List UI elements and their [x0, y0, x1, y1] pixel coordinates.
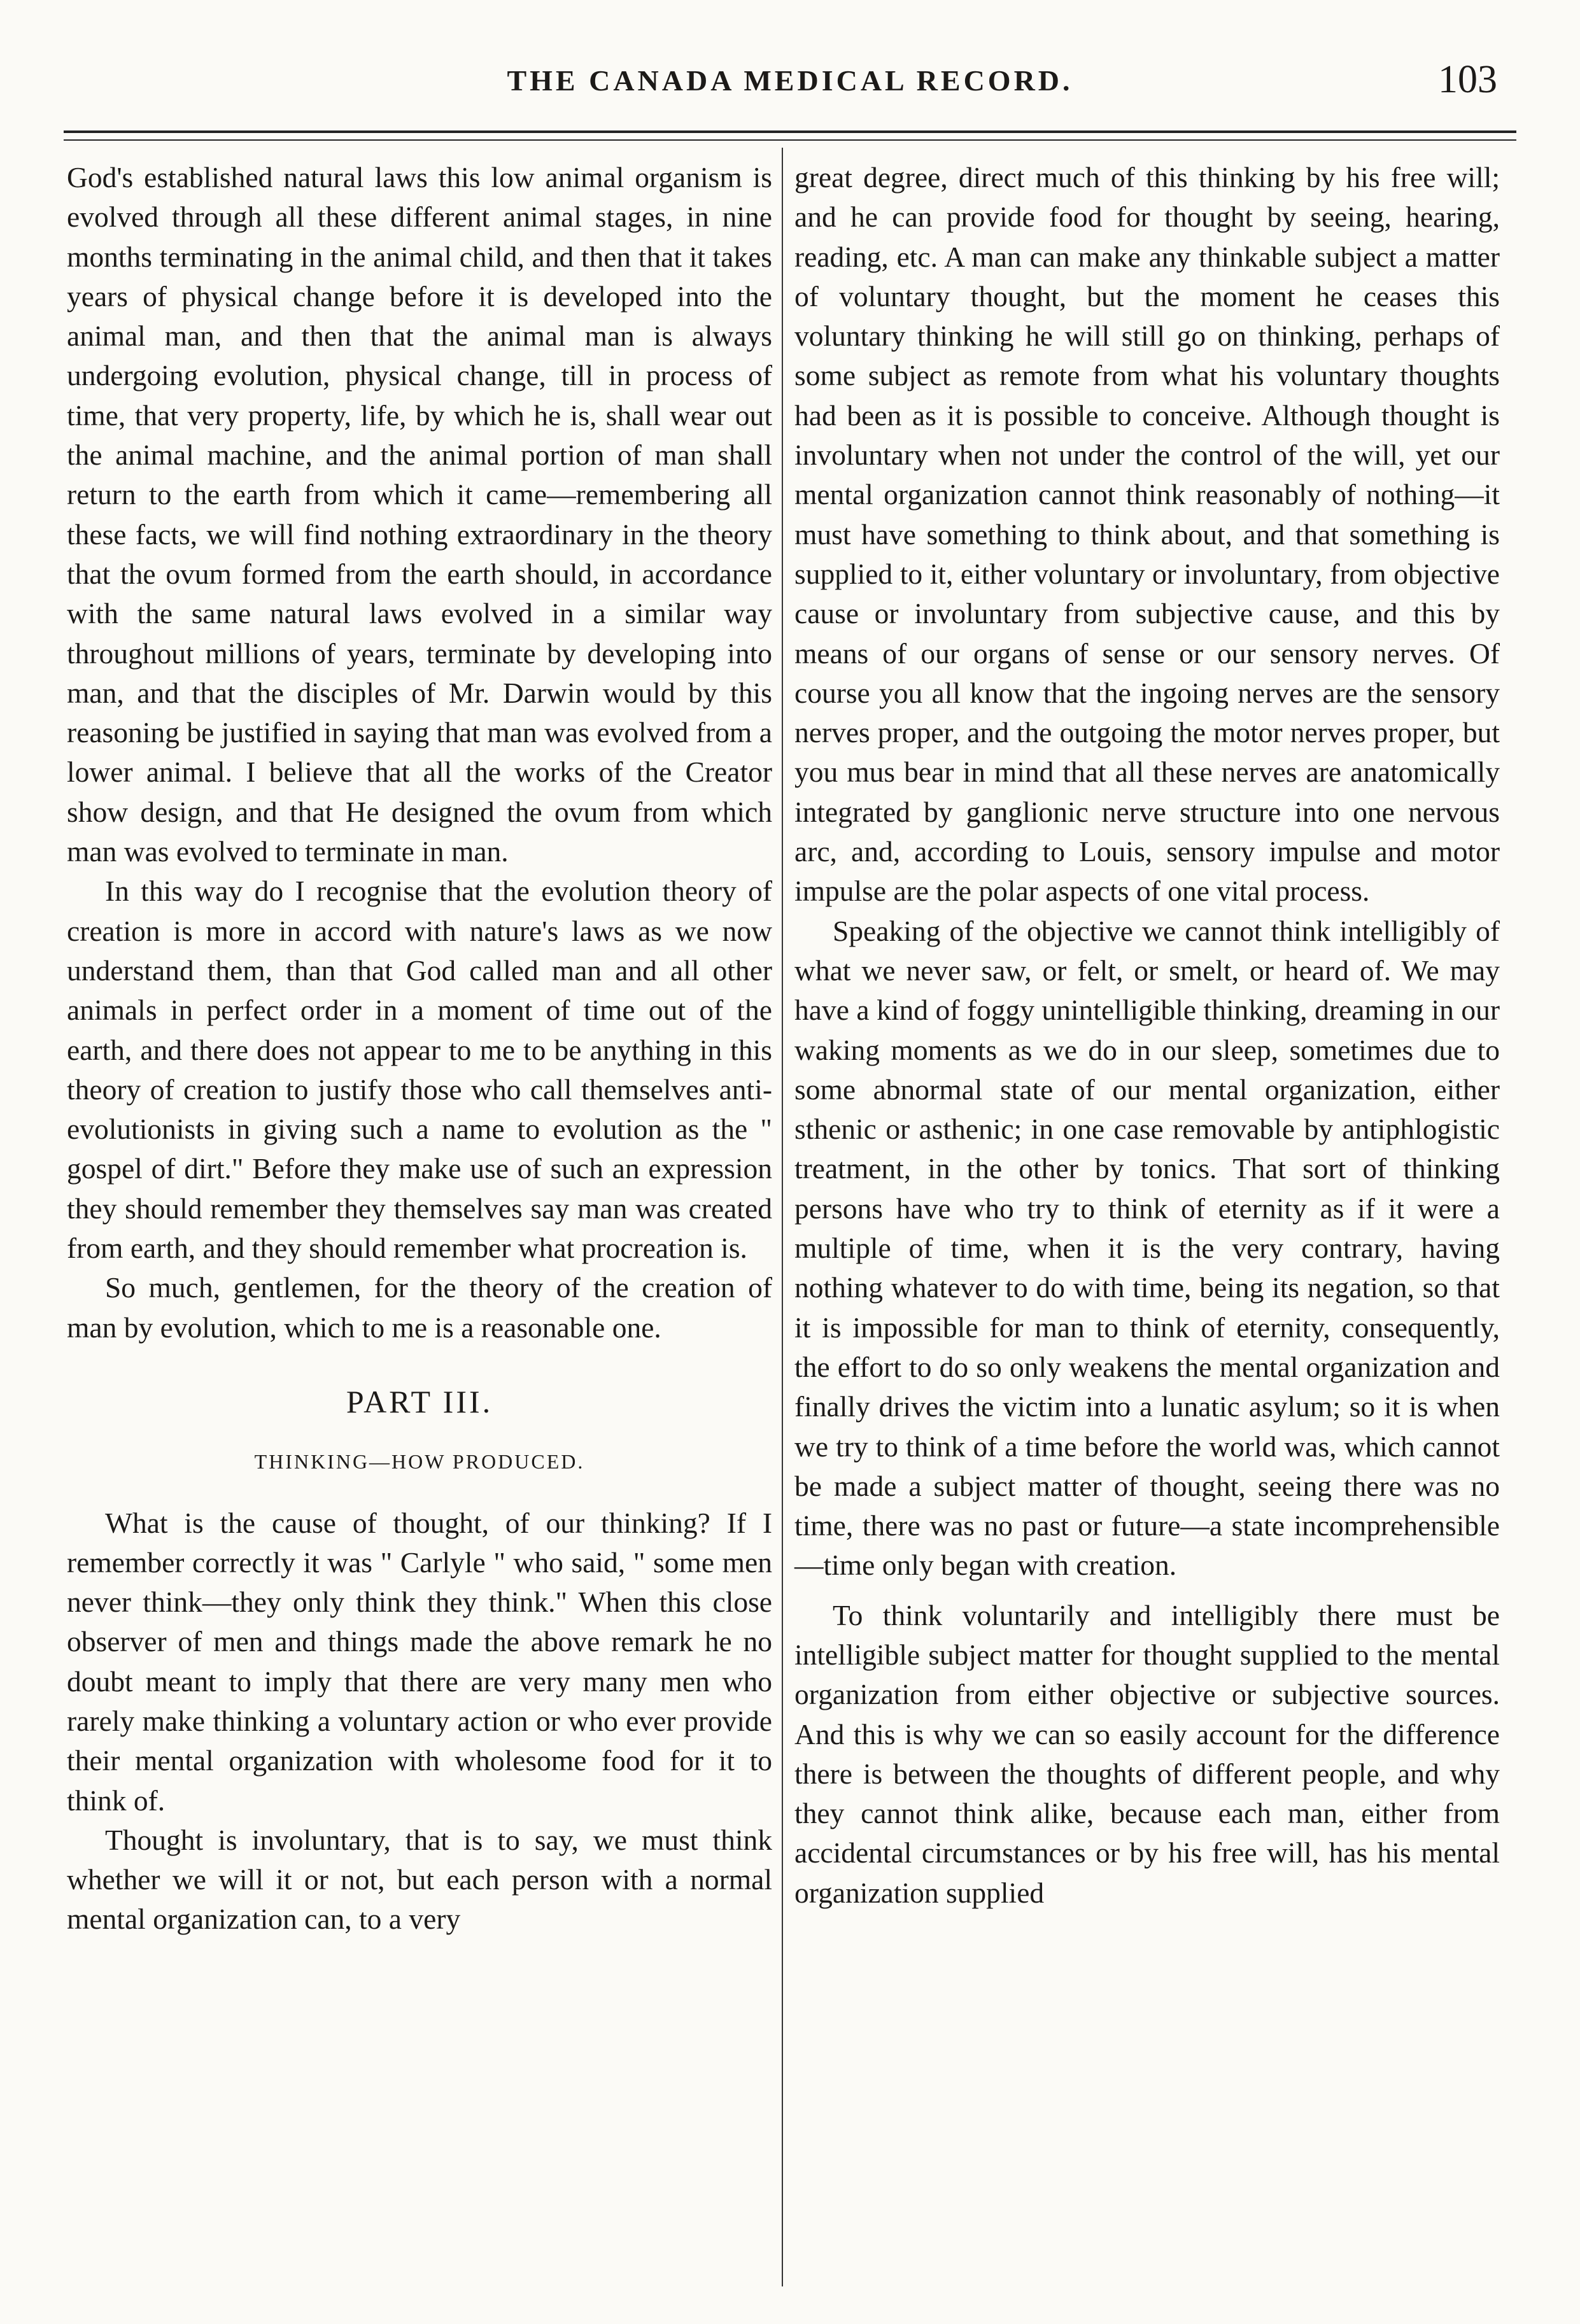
paragraph: God's established natural laws this low animal organism is evolved through all these different animal stages, in nine months terminating in the animal child, and then that it takes years of physical change before it is developed into the animal man, and then that the animal man is always undergoing evolution, physical change, till in process of time, that very property, life, by which he is, shall wear out the animal machine, and the animal portion of man shall return to the earth from which it came—remembering all these facts, we will find nothing extraordinary in the theory that the ovum formed from the earth should, in accordance with the same natural laws evolved in a similar way throughout millions of years, terminate by developing into man, and that the disciples of Mr. Darwin would by this reasoning be justified in saying that man was evolved from a lower animal. I believe that all the works of the Creator show design, and that He designed the ovum from which man was evolved to terminate in man.	[67, 161, 772, 868]
column-divider	[782, 148, 783, 2286]
part-heading: PART III.	[346, 1383, 493, 1419]
paragraph: So much, gentlemen, for the theory of the creation of man by evolution, which to me is a reasonable one.	[67, 1271, 772, 1344]
right-column	[794, 158, 1500, 2303]
section-heading: THINKING—HOW PRODUCED.	[254, 1450, 585, 1474]
header-rule	[64, 130, 1516, 141]
running-title: THE CANADA MEDICAL RECORD.	[507, 64, 1073, 97]
page-number: 103	[1438, 58, 1497, 101]
paragraph-gap	[794, 1586, 1500, 1596]
paragraph: great degree, direct much of this thinking by his free will; and he can provide food for thought by seeing, hearing, reading, etc. A man can make any thinkable subject a matter of voluntary thought, but the moment he ceases this voluntary thinking he will still go on thinking, perhaps of some subject as remote from what his voluntary thoughts had been as it is possible to conceive. Although thought is involuntary when not under the control of the will, yet our mental organization cannot think reasonably of nothing—it must have something to think about, and that something is supplied to it, either voluntary or involuntary, from objective cause or involuntary from subjective cause, and this by means of our organs of sense or our sensory nerves. Of course you all know that the ingoing nerves are the sensory nerves proper, and the outgoing the motor nerves proper, but you mus bear in mind that all these nerves are anatomically integrated by ganglionic nerve structure into one nervous arc, and, according to Louis, sensory impulse and motor impulse are the polar aspects of one vital process.	[794, 161, 1500, 908]
paragraph: Thought is involuntary, that is to say, we must think whether we will it or not, but each person with a normal mental organization can, to a very	[67, 1823, 772, 1936]
page-header	[0, 57, 1580, 108]
paragraph: What is the cause of thought, of our thinking? If I remember correctly it was " Carlyle " who said, " some men never think—they only think they think." When this close observer of men and things made the above remark he no doubt meant to imply that there are very many men who rarely make thinking a voluntary action or who ever provide their mental organization with wholesome food for it to think of.	[67, 1506, 772, 1817]
paragraph: In this way do I recognise that the evolution theory of creation is more in accord with nature's laws as we now understand them, than that God called man and all other animals in perfect order in a moment of time out of the earth, and there does not appear to me to be anything in this theory of creation to justify those who call themselves anti-evolutionists in giving such a name to evolution as the " gospel of dirt." Before they make use of such an expression they should remember they themselves say man was created from earth, and they should remember what procreation is.	[67, 875, 772, 1265]
paragraph: To think voluntarily and intelligibly there must be intelligible subject matter for thought supplied to the mental organization from either objective or subjective sources. And this is why we can so easily account for the difference there is between the thoughts of different people, and why they cannot think alike, because each man, either from accidental circumstances or by his free will, has his mental organization supplied	[794, 1598, 1500, 1909]
left-column	[67, 158, 772, 2303]
paragraph: Speaking of the objective we cannot think intelligibly of what we never saw, or felt, or smelt, or heard of. We may have a kind of foggy unintelligible thinking, dreaming in our waking moments as we do in our sleep, sometimes due to some abnormal state of our mental organization, either sthenic or asthenic; in one case removable by antiphlogistic treatment, in the other by tonics. That sort of thinking persons have who try to think of eternity as if it were a multiple of time, when it is the very contrary, having nothing whatever to do with time, being its negation, so that it is impossible for man to think of eternity, consequently, the effort to do so only weakens the mental organization and finally drives the victim into a lunatic asylum; so it is when we try to think of a time before the world was, which cannot be made a subject matter of thought, seeing there was no time, there was no past or future—a state incomprehensible—time only began with creation.	[794, 914, 1500, 1582]
